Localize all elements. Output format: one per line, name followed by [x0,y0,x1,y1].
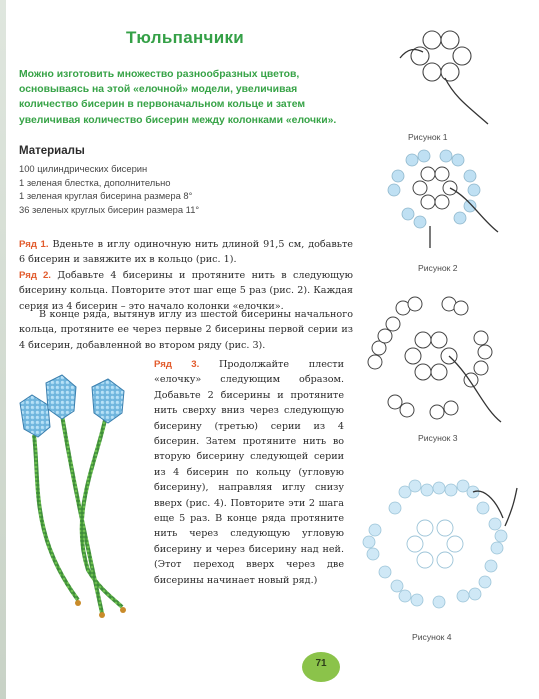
step-text: Добавьте 4 бисерины и протяните нить в следующую бисерину кольца. Повторите этот шаг еще 5 раз (рис. 2). Каждая серия из 4 бисерин – это начало колонки «елочки». [19,269,353,312]
materials-item: 100 цилиндрических бисерин [19,163,148,174]
figure-caption: Рисунок 2 [418,263,458,273]
page-title: Тюльпанчики [125,28,245,47]
step-label: Ряд 3. [154,359,200,370]
materials-item: 1 зеленая круглая бисерина размера 8° [19,190,193,201]
step-row-2-continuation: В конце ряда, вытянув иглу из шестой бисерины начального кольца, протяните ее через первые 2 бисерины первой серии из 4 бисерин, добавленной во втором ряду (рис. 3). [19,309,353,351]
figure-1-diagram [390,28,500,128]
step-row-1 [19,237,353,314]
page-number: 71 [315,658,327,669]
step-row-3 [154,357,344,588]
tulip-beadwork-photo [10,365,150,625]
step-label: Ряд 1. [19,239,49,250]
figure-caption: Рисунок 1 [408,132,448,142]
figure-3-diagram [363,298,503,428]
step-text: Вденьте в иглу одиночную нить длиной 91,5 см, добавьте 6 бисерин и завяжите их в кольцо (рис. 1). [19,239,353,266]
intro-paragraph: Можно изготовить множество разнообразных цветов, основываясь на этой «елочной» модели, увеличивая количество бисерин в первоначальном кольце и затем увеличивая количество бисерин между колонками «елочки». [19,69,337,126]
step-label: Ряд 2. [19,269,51,281]
figure-2-diagram [380,148,500,258]
materials-list [19,162,339,216]
figure-4-diagram [355,478,520,628]
materials-item: 1 зеленая блестка, дополнительно [19,176,171,188]
step-text: Продолжайте плести «елочку» следующим образом. Добавьте 2 бисерины и протяните нить сверху вниз через следующую бисерину (третью) серии из 4 бисерин. Затем протяните нить во вторую бисерину следующей серии из 4 бисерин по кольцу (угловую бисерину), направляя иглу снизу вверх (рис. 4). Повторите эти 2 шага еще 5 раз. В конце ряда протяните нить через следующую угловую бисерину и через бисерину над ней. (Этот переход вверх через две бисерины начинает новый ряд.) [154,359,344,586]
materials-heading: Материалы [19,145,85,157]
figure-caption: Рисунок 4 [412,632,452,642]
page-edge-shadow [0,0,6,699]
materials-item: 36 зеленых круглых бисерин размера 11° [19,203,200,215]
figure-caption: Рисунок 3 [418,433,458,443]
